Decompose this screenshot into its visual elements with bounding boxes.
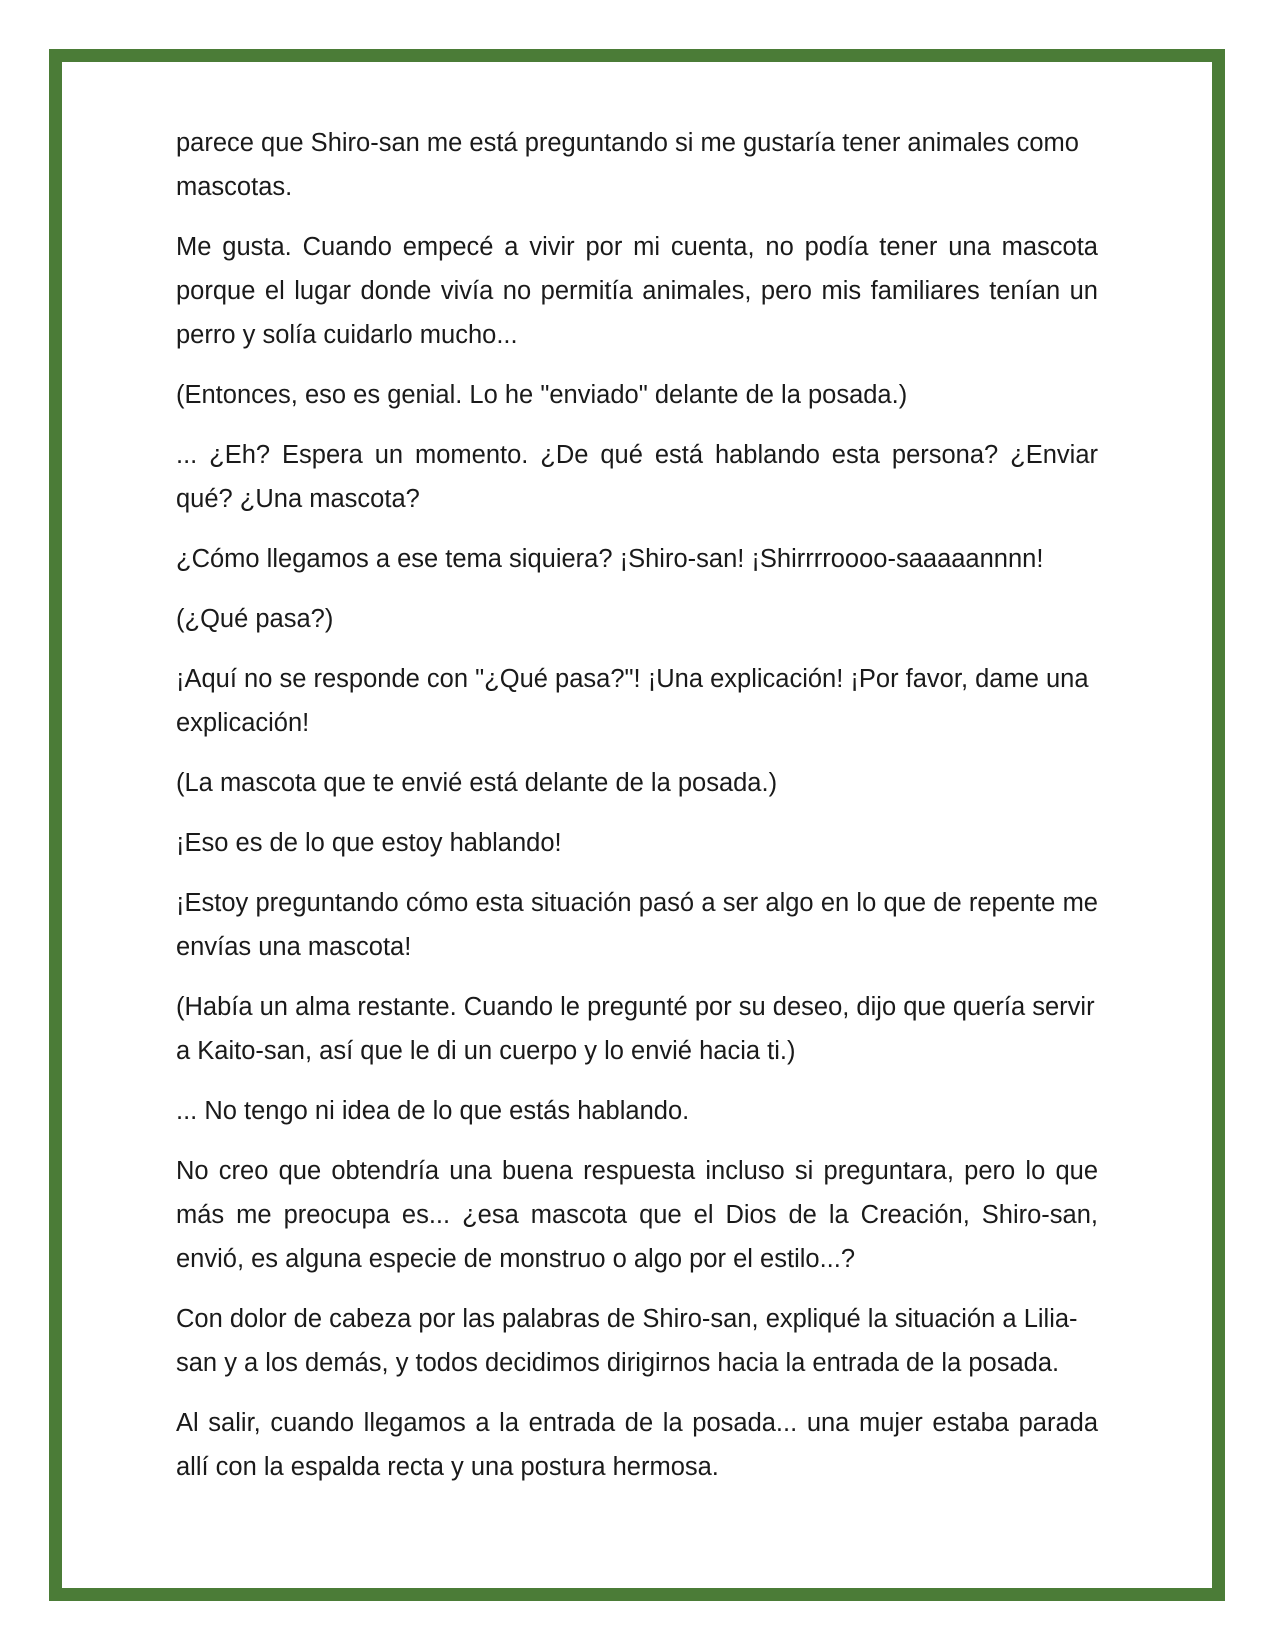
paragraph-12: ... No tengo ni idea de lo que estás hablando. — [176, 1097, 690, 1125]
paragraph-7: ¡Aquí no se responde con "¿Qué pasa?"! ¡Una explicación! ¡Por favor, dame una explicación! — [176, 665, 1089, 737]
paragraph-15: Al salir, cuando llegamos a la entrada de la posada... una mujer estaba parada allí con la espalda recta y una postura hermosa. — [176, 1409, 1098, 1481]
paragraph-13: No creo que obtendría una buena respuesta incluso si preguntara, pero lo que más me preocupa es... ¿esa mascota que el Dios de la Creación, Shiro-san, envió, es alguna especie de monstruo o algo por el estilo...? — [176, 1157, 1098, 1273]
paragraph-4: ... ¿Eh? Espera un momento. ¿De qué está hablando esta persona? ¿Enviar qué? ¿Una mascota? — [176, 441, 1098, 513]
paragraph-5: ¿Cómo llegamos a ese tema siquiera? ¡Shiro-san! ¡Shirrrroooo-saaaaannnn! — [176, 545, 1044, 573]
paragraph-1: parece que Shiro-san me está preguntando si me gustaría tener animales como mascotas. — [176, 129, 1079, 201]
paragraph-10: ¡Estoy preguntando cómo esta situación pasó a ser algo en lo que de repente me envías una mascota! — [176, 889, 1098, 961]
paragraph-2: Me gusta. Cuando empecé a vivir por mi cuenta, no podía tener una mascota porque el lugar donde vivía no permitía animales, pero mis familiares tenían un perro y solía cuidarlo mucho... — [176, 233, 1098, 349]
page-body-text — [176, 121, 1098, 1505]
paragraph-3: (Entonces, eso es genial. Lo he "enviado" delante de la posada.) — [176, 381, 908, 409]
paragraph-6: (¿Qué pasa?) — [176, 605, 334, 633]
paragraph-8: (La mascota que te envié está delante de la posada.) — [176, 769, 778, 797]
paragraph-9: ¡Eso es de lo que estoy hablando! — [176, 829, 562, 857]
paragraph-14: Con dolor de cabeza por las palabras de Shiro-san, expliqué la situación a Lilia-san y a los demás, y todos decidimos dirigirnos hacia la entrada de la posada. — [176, 1305, 1078, 1377]
paragraph-11: (Había un alma restante. Cuando le pregunté por su deseo, dijo que quería servir a Kaito-san, así que le di un cuerpo y lo envié hacia ti.) — [176, 993, 1095, 1065]
